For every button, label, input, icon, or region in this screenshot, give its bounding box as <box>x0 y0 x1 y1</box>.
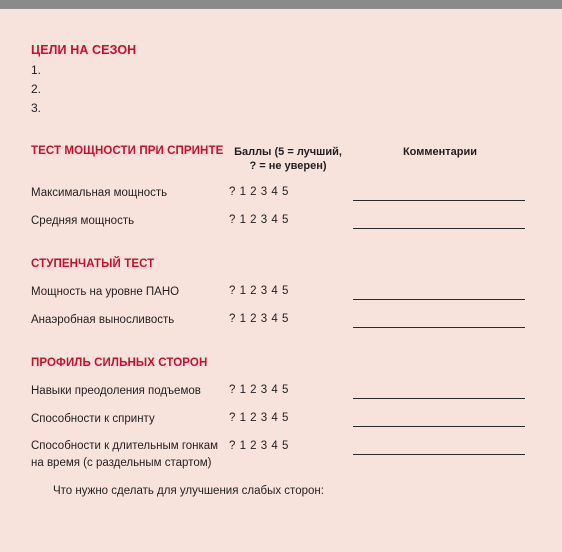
comment-line[interactable] <box>353 228 525 229</box>
rating-scale[interactable]: ? 1 2 3 4 5 <box>229 186 289 198</box>
row-label-anaerobic-endurance: Анаэробная выносливость <box>31 314 175 326</box>
goal-item-2: 2. <box>31 82 42 96</box>
row-label-sprint: Способности к спринту <box>31 413 155 425</box>
comments-column-header: Комментарии <box>402 146 478 158</box>
rating-scale[interactable]: ? 1 2 3 4 5 <box>229 440 289 452</box>
row-label-time-trial-line2: на время (с раздельным стартом) <box>31 457 212 469</box>
score-header-line1: Баллы (5 = лучший, <box>234 146 342 158</box>
comment-line[interactable] <box>353 454 525 455</box>
row-label-avg-power: Средняя мощность <box>31 215 135 227</box>
comment-line[interactable] <box>353 398 525 399</box>
rating-scale[interactable]: ? 1 2 3 4 5 <box>229 313 289 325</box>
rating-scale[interactable]: ? 1 2 3 4 5 <box>229 285 289 297</box>
comment-line[interactable] <box>353 299 525 300</box>
score-header-line2: ? = не уверен) <box>249 160 327 172</box>
row-label-time-trial-line1: Способности к длительным гонкам <box>31 440 219 452</box>
score-column-header <box>222 145 354 173</box>
goals-title: ЦЕЛИ НА СЕЗОН <box>31 43 137 57</box>
comment-line[interactable] <box>353 200 525 201</box>
rating-scale[interactable]: ? 1 2 3 4 5 <box>229 412 289 424</box>
row-label-time-trial <box>31 438 218 472</box>
section-title-strengths-profile: ПРОФИЛЬ СИЛЬНЫХ СТОРОН <box>31 357 208 369</box>
row-label-climbing: Навыки преодоления подъемов <box>31 385 201 397</box>
rating-scale[interactable]: ? 1 2 3 4 5 <box>229 214 289 226</box>
goal-item-3: 3. <box>31 101 42 115</box>
comment-line[interactable] <box>353 426 525 427</box>
goal-item-1: 1. <box>31 63 42 77</box>
section-title-sprint-power: ТЕСТ МОЩНОСТИ ПРИ СПРИНТЕ <box>31 145 224 157</box>
top-bar <box>0 0 562 9</box>
weaknesses-prompt: Что нужно сделать для улучшения слабых сторон: <box>53 485 324 497</box>
row-label-threshold-power: Мощность на уровне ПАНО <box>31 286 180 298</box>
row-label-max-power: Максимальная мощность <box>31 187 168 199</box>
comment-line[interactable] <box>353 327 525 328</box>
rating-scale[interactable]: ? 1 2 3 4 5 <box>229 384 289 396</box>
section-title-step-test: СТУПЕНЧАТЫЙ ТЕСТ <box>31 258 155 270</box>
